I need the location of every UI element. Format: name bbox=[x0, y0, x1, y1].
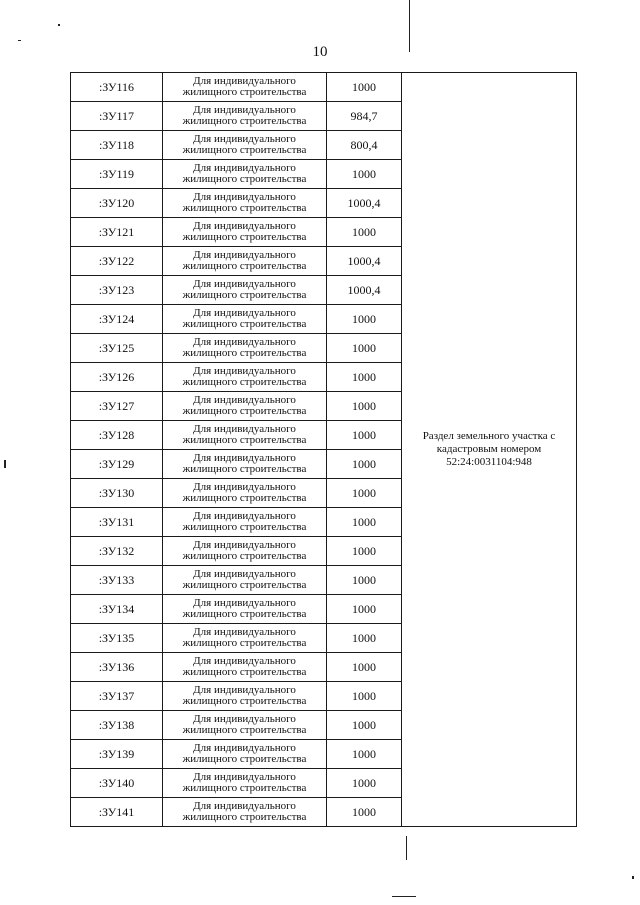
purpose-cell bbox=[163, 421, 327, 450]
purpose-line-1: Для индивидуального bbox=[193, 191, 296, 203]
purpose-line-2: жилищного строительства bbox=[182, 376, 307, 388]
purpose-line-1: Для индивидуального bbox=[193, 742, 296, 754]
plot-id-cell: :ЗУ136 bbox=[71, 653, 163, 682]
purpose-cell bbox=[163, 218, 327, 247]
plot-id-cell: :ЗУ134 bbox=[71, 595, 163, 624]
purpose-line-1: Для индивидуального bbox=[193, 278, 296, 290]
purpose-cell bbox=[163, 276, 327, 305]
purpose-line-2: жилищного строительства bbox=[182, 115, 307, 127]
purpose-cell bbox=[163, 479, 327, 508]
purpose-cell bbox=[163, 682, 327, 711]
page-number: 10 bbox=[312, 44, 328, 60]
plot-id-cell: :ЗУ124 bbox=[71, 305, 163, 334]
purpose-line-2: жилищного строительства bbox=[182, 753, 307, 765]
purpose-line-2: жилищного строительства bbox=[182, 608, 307, 620]
scan-mark-top-left-2 bbox=[58, 24, 60, 26]
purpose-line-1: Для индивидуального bbox=[193, 162, 296, 174]
purpose-line-1: Для индивидуального bbox=[193, 75, 296, 87]
purpose-line-2: жилищного строительства bbox=[182, 666, 307, 678]
plot-id-cell: :ЗУ130 bbox=[71, 479, 163, 508]
plot-id-cell: :ЗУ139 bbox=[71, 740, 163, 769]
purpose-line-1: Для индивидуального bbox=[193, 220, 296, 232]
purpose-line-1: Для индивидуального bbox=[193, 771, 296, 783]
purpose-line-2: жилищного строительства bbox=[182, 289, 307, 301]
purpose-line-2: жилищного строительства bbox=[182, 144, 307, 156]
purpose-line-1: Для индивидуального bbox=[193, 568, 296, 580]
purpose-line-1: Для индивидуального bbox=[193, 394, 296, 406]
purpose-line-1: Для индивидуального bbox=[193, 510, 296, 522]
area-cell: 1000,4 bbox=[327, 276, 402, 305]
purpose-cell bbox=[163, 247, 327, 276]
area-cell: 1000 bbox=[327, 305, 402, 334]
area-cell: 1000 bbox=[327, 711, 402, 740]
purpose-cell bbox=[163, 450, 327, 479]
note-line-3: 52:24:0031104:948 bbox=[446, 456, 532, 468]
purpose-line-2: жилищного строительства bbox=[182, 231, 307, 243]
plot-id-cell: :ЗУ122 bbox=[71, 247, 163, 276]
plot-id-cell: :ЗУ125 bbox=[71, 334, 163, 363]
area-cell: 1000 bbox=[327, 769, 402, 798]
plot-id-cell: :ЗУ118 bbox=[71, 131, 163, 160]
purpose-line-2: жилищного строительства bbox=[182, 637, 307, 649]
area-cell: 1000 bbox=[327, 73, 402, 102]
purpose-line-2: жилищного строительства bbox=[182, 579, 307, 591]
purpose-line-2: жилищного строительства bbox=[182, 811, 307, 823]
purpose-cell bbox=[163, 392, 327, 421]
plot-id-cell: :ЗУ132 bbox=[71, 537, 163, 566]
purpose-cell bbox=[163, 769, 327, 798]
purpose-cell bbox=[163, 131, 327, 160]
purpose-line-1: Для индивидуального bbox=[193, 307, 296, 319]
purpose-line-2: жилищного строительства bbox=[182, 695, 307, 707]
binding-line-base bbox=[392, 896, 416, 897]
purpose-cell bbox=[163, 363, 327, 392]
purpose-cell bbox=[163, 160, 327, 189]
purpose-cell bbox=[163, 334, 327, 363]
purpose-line-1: Для индивидуального bbox=[193, 655, 296, 667]
purpose-line-2: жилищного строительства bbox=[182, 202, 307, 214]
purpose-line-2: жилищного строительства bbox=[182, 260, 307, 272]
binding-line-top bbox=[409, 0, 410, 52]
plot-id-cell: :ЗУ116 bbox=[71, 73, 163, 102]
table-row bbox=[71, 73, 577, 102]
plot-id-cell: :ЗУ133 bbox=[71, 566, 163, 595]
area-cell: 1000 bbox=[327, 334, 402, 363]
purpose-line-1: Для индивидуального bbox=[193, 104, 296, 116]
area-cell: 1000 bbox=[327, 160, 402, 189]
purpose-line-2: жилищного строительства bbox=[182, 724, 307, 736]
plot-id-cell: :ЗУ138 bbox=[71, 711, 163, 740]
area-cell: 1000 bbox=[327, 653, 402, 682]
purpose-line-1: Для индивидуального bbox=[193, 684, 296, 696]
purpose-line-2: жилищного строительства bbox=[182, 492, 307, 504]
purpose-line-1: Для индивидуального bbox=[193, 481, 296, 493]
purpose-line-2: жилищного строительства bbox=[182, 463, 307, 475]
purpose-line-1: Для индивидуального bbox=[193, 597, 296, 609]
purpose-cell bbox=[163, 508, 327, 537]
note-line-1: Раздел земельного участка с bbox=[422, 430, 556, 442]
purpose-cell bbox=[163, 595, 327, 624]
scan-mark-right-edge bbox=[632, 876, 634, 879]
purpose-cell bbox=[163, 653, 327, 682]
purpose-cell bbox=[163, 189, 327, 218]
purpose-cell bbox=[163, 566, 327, 595]
table-body bbox=[71, 73, 577, 827]
area-cell: 1000 bbox=[327, 624, 402, 653]
purpose-line-2: жилищного строительства bbox=[182, 434, 307, 446]
purpose-line-1: Для индивидуального bbox=[193, 452, 296, 464]
area-cell: 1000 bbox=[327, 479, 402, 508]
binding-line-bottom bbox=[406, 836, 407, 860]
plot-id-cell: :ЗУ141 bbox=[71, 798, 163, 827]
purpose-line-2: жилищного строительства bbox=[182, 173, 307, 185]
area-cell: 800,4 bbox=[327, 131, 402, 160]
purpose-cell bbox=[163, 740, 327, 769]
area-cell: 1000,4 bbox=[327, 189, 402, 218]
purpose-line-2: жилищного строительства bbox=[182, 86, 307, 98]
plot-id-cell: :ЗУ129 bbox=[71, 450, 163, 479]
purpose-line-2: жилищного строительства bbox=[182, 318, 307, 330]
purpose-line-1: Для индивидуального bbox=[193, 336, 296, 348]
area-cell: 1000 bbox=[327, 740, 402, 769]
purpose-cell bbox=[163, 102, 327, 131]
area-cell: 1000 bbox=[327, 595, 402, 624]
plot-id-cell: :ЗУ140 bbox=[71, 769, 163, 798]
plot-id-cell: :ЗУ135 bbox=[71, 624, 163, 653]
purpose-cell bbox=[163, 798, 327, 827]
purpose-line-2: жилищного строительства bbox=[182, 550, 307, 562]
area-cell: 1000 bbox=[327, 682, 402, 711]
purpose-line-2: жилищного строительства bbox=[182, 347, 307, 359]
plot-id-cell: :ЗУ123 bbox=[71, 276, 163, 305]
plot-id-cell: :ЗУ117 bbox=[71, 102, 163, 131]
area-cell: 1000 bbox=[327, 421, 402, 450]
area-cell: 1000 bbox=[327, 798, 402, 827]
purpose-line-2: жилищного строительства bbox=[182, 782, 307, 794]
area-cell: 1000 bbox=[327, 508, 402, 537]
plot-id-cell: :ЗУ127 bbox=[71, 392, 163, 421]
scan-mark-top-left bbox=[18, 40, 21, 41]
purpose-line-1: Для индивидуального bbox=[193, 423, 296, 435]
area-cell: 1000 bbox=[327, 450, 402, 479]
purpose-line-1: Для индивидуального bbox=[193, 713, 296, 725]
purpose-cell bbox=[163, 624, 327, 653]
purpose-line-1: Для индивидуального bbox=[193, 800, 296, 812]
area-cell: 1000,4 bbox=[327, 247, 402, 276]
area-cell: 1000 bbox=[327, 537, 402, 566]
purpose-line-1: Для индивидуального bbox=[193, 133, 296, 145]
plot-id-cell: :ЗУ128 bbox=[71, 421, 163, 450]
purpose-line-2: жилищного строительства bbox=[182, 521, 307, 533]
plot-id-cell: :ЗУ120 bbox=[71, 189, 163, 218]
purpose-cell bbox=[163, 73, 327, 102]
plot-id-cell: :ЗУ119 bbox=[71, 160, 163, 189]
purpose-line-1: Для индивидуального bbox=[193, 626, 296, 638]
purpose-cell bbox=[163, 537, 327, 566]
purpose-line-1: Для индивидуального bbox=[193, 249, 296, 261]
area-cell: 1000 bbox=[327, 363, 402, 392]
plot-id-cell: :ЗУ131 bbox=[71, 508, 163, 537]
purpose-line-1: Для индивидуального bbox=[193, 539, 296, 551]
purpose-line-1: Для индивидуального bbox=[193, 365, 296, 377]
area-cell: 1000 bbox=[327, 392, 402, 421]
land-plots-table bbox=[70, 72, 577, 827]
purpose-cell bbox=[163, 711, 327, 740]
plot-id-cell: :ЗУ126 bbox=[71, 363, 163, 392]
area-cell: 984,7 bbox=[327, 102, 402, 131]
scan-mark-left-edge bbox=[4, 460, 6, 468]
area-cell: 1000 bbox=[327, 566, 402, 595]
purpose-line-2: жилищного строительства bbox=[182, 405, 307, 417]
note-cell bbox=[402, 73, 577, 827]
purpose-cell bbox=[163, 305, 327, 334]
plot-id-cell: :ЗУ121 bbox=[71, 218, 163, 247]
note-line-2: кадастровым номером bbox=[436, 443, 542, 455]
plot-id-cell: :ЗУ137 bbox=[71, 682, 163, 711]
area-cell: 1000 bbox=[327, 218, 402, 247]
